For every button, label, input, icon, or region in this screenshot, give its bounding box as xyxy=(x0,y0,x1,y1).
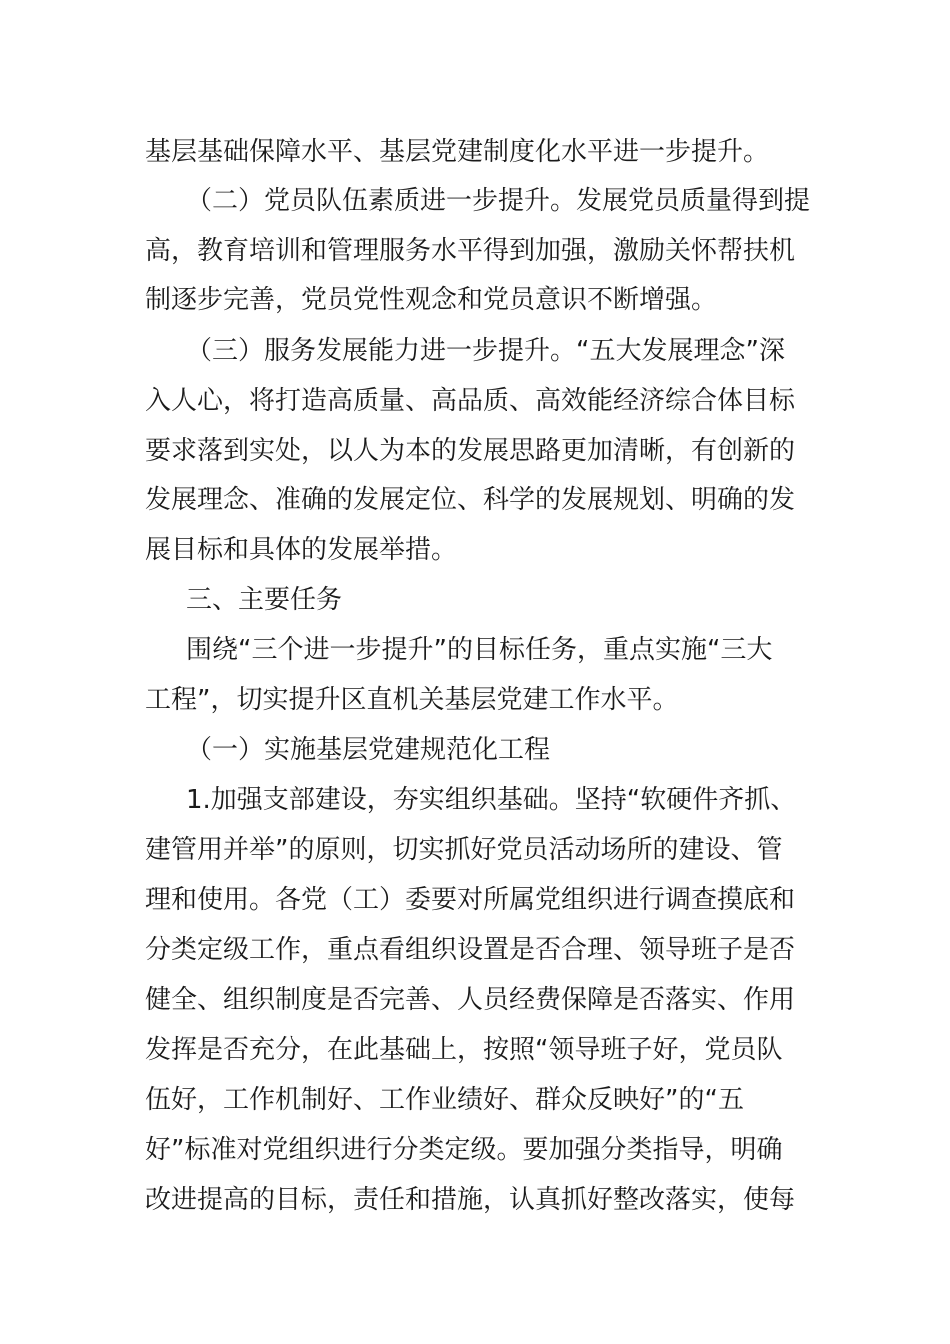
text-line: 高，教育培训和管理服务水平得到加强，激励关怀帮扶机 xyxy=(145,236,796,266)
text-line: 工程”，切实提升区直机关基层党建工作水平。 xyxy=(145,685,679,715)
text-line: 伍好，工作机制好、工作业绩好、群众反映好”的“五 xyxy=(145,1085,744,1115)
text-line: 理和使用。各党（工）委要对所属党组织进行调查摸底和 xyxy=(145,885,796,915)
text-line: 入人心，将打造高质量、高品质、高效能经济综合体目标 xyxy=(145,386,796,416)
subsection-heading: （一）实施基层党建规范化工程 xyxy=(186,735,551,765)
text-line: 发挥是否充分，在此基础上，按照“领导班子好，党员队 xyxy=(145,1035,783,1065)
text-line: （三）服务发展能力进一步提升。“五大发展理念”深 xyxy=(186,336,785,366)
section-heading: 三、主要任务 xyxy=(186,585,343,615)
text-line: 分类定级工作，重点看组织设置是否合理、领导班子是否 xyxy=(145,935,796,965)
text-line: （二）党员队伍素质进一步提升。发展党员质量得到提 xyxy=(186,186,811,216)
text-line: 要求落到实处，以人为本的发展思路更加清晰，有创新的 xyxy=(145,436,796,466)
text-line: 围绕“三个进一步提升”的目标任务，重点实施“三大 xyxy=(186,635,773,665)
text-line: 1.加强支部建设，夯实组织基础。坚持“软硬件齐抓、 xyxy=(186,785,797,815)
text-line: 展目标和具体的发展举措。 xyxy=(145,535,458,565)
text-line: 改进提高的目标，责任和措施，认真抓好整改落实，使每 xyxy=(145,1185,796,1215)
text-line: 好”标准对党组织进行分类定级。要加强分类指导，明确 xyxy=(145,1135,783,1165)
text-line: 基层基础保障水平、基层党建制度化水平进一步提升。 xyxy=(145,137,770,167)
text-line: 建管用并举”的原则，切实抓好党员活动场所的建设、管 xyxy=(145,835,783,865)
text-line: 制逐步完善，党员党性观念和党员意识不断增强。 xyxy=(145,285,718,315)
text-line: 发展理念、准确的发展定位、科学的发展规划、明确的发 xyxy=(145,485,796,515)
text-line: 健全、组织制度是否完善、人员经费保障是否落实、作用 xyxy=(145,985,796,1015)
